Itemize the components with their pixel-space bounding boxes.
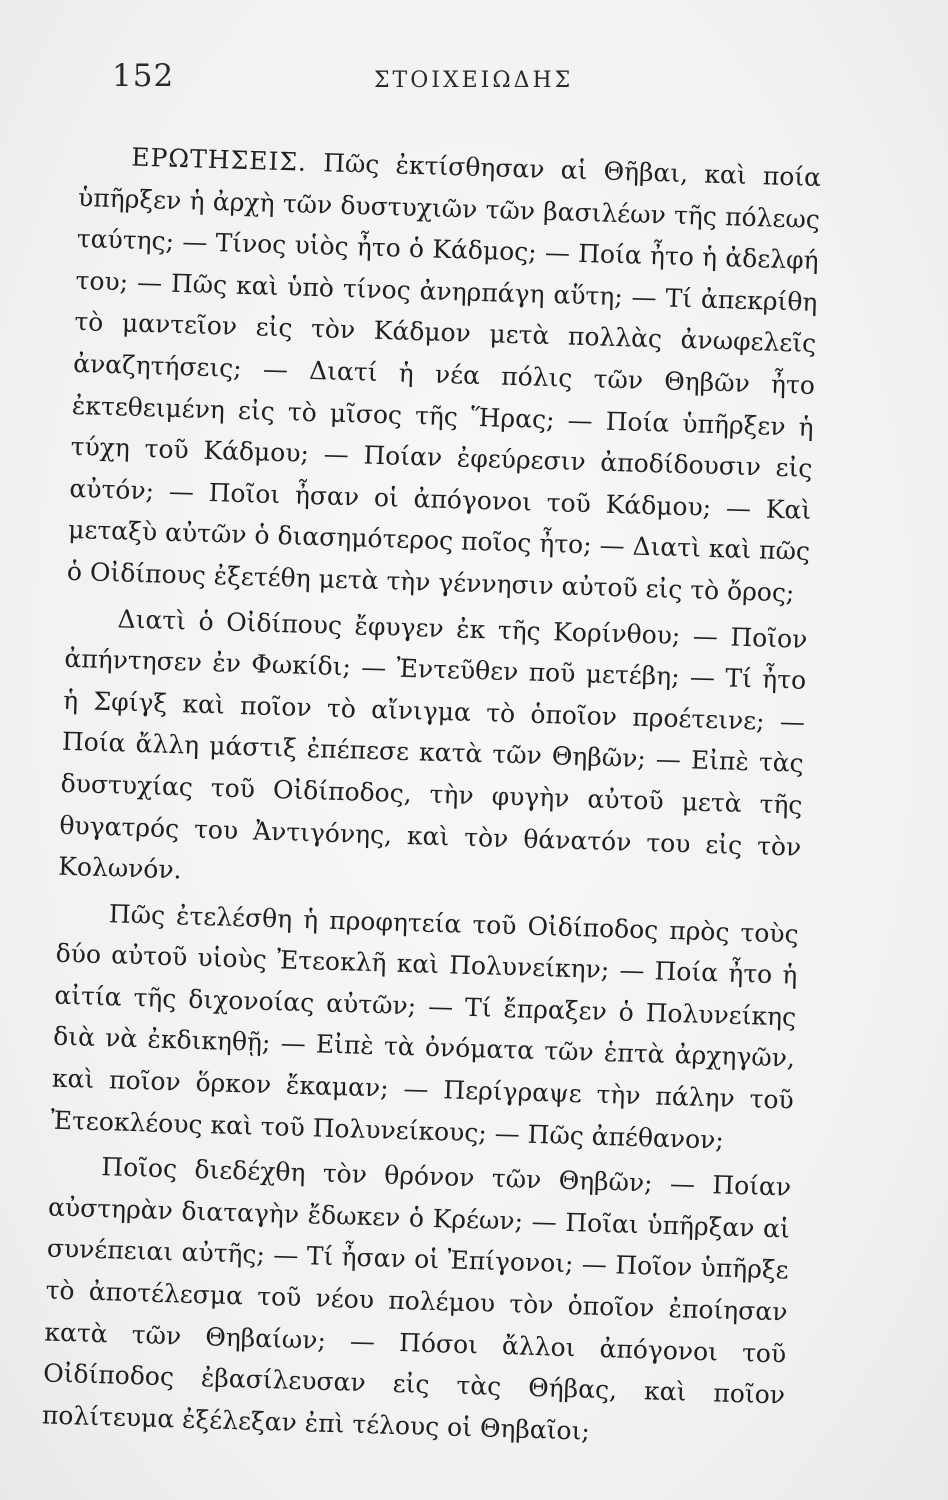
body-text — [41, 135, 821, 1458]
question-paragraph-4 — [41, 1145, 791, 1458]
question-paragraph-1 — [66, 135, 821, 614]
page-header — [112, 58, 832, 102]
running-head: ΣΤΟΙΧΕΙΩΔΗΣ — [374, 68, 574, 93]
question-paragraph-2 — [58, 596, 808, 909]
section-heading: ΕΡΩΤΗΣΕΙΣ. — [130, 142, 308, 177]
page-number: 152 — [112, 58, 175, 94]
paragraph-text: Ποῖος διεδέχθη τὸν θρόνον τῶν Θηβῶν; — Ποίαν αὐστηρὰν διαταγὴν ἔδωκεν ὁ Κρέων; — Ποῖαι ὑπῆρξαν αἱ συνέπειαι αὐτῆς; — Τί ἦσαν οἱ Ἐπίγονοι; — Ποῖον ὑπῆρξε τὸ ἀποτέλεσμα τοῦ νέου πολέμου τὸν ὁποῖον ἐποίησαν κατὰ τῶν Θηβαίων; — Πόσοι ἄλλοι ἀπόγονοι τοῦ Οἰδίποδος ἐβασίλευσαν εἰς τὰς Θήβας, καὶ ποῖον πολίτευμα ἐξέλεξαν ἐπὶ τέλους οἱ Θηβαῖοι; — [41, 1152, 792, 1446]
paragraph-text: Πῶς ἐτελέσθη ἡ προφητεία τοῦ Οἰδίποδος πρὸς τοὺς δύο αὐτοῦ υἱοὺς Ἐτεοκλῆ καὶ Πολυνείκην; — Ποία ἦτο ἡ αἰτία τῆς διχονοίας αὐτῶν; — Τί ἔπραξεν ὁ Πολυνείκης διὰ νὰ ἐκδικηθῇ; — Εἰπὲ τὰ ὀνόματα τῶν ἑπτὰ ἀρχηγῶν, καὶ ποῖον ὅρκον ἔκαμαν; — Περίγραψε τὴν πάλην τοῦ Ἐτεοκλέους καὶ τοῦ Πολυνείκους; — Πῶς ἀπέθανον; — [50, 898, 800, 1155]
question-paragraph-3 — [50, 891, 799, 1162]
paragraph-text: Διατὶ ὁ Οἰδίπους ἔφυγεν ἐκ τῆς Κορίνθου; — Ποῖον ἀπήντησεν ἐν Φωκίδι; — Ἐντεῦθεν ποῦ μετέβη; — Τί ἦτο ἡ Σφίγξ καὶ ποῖον τὸ αἴνιγμα τὸ ὁποῖον προέτεινε; — Ποία ἄλλη μάστιξ ἐπέπεσε κατὰ τῶν Θηβῶν; — Εἰπὲ τὰς δυστυχίας τοῦ Οἰδίποδος, τὴν φυγὴν αὐτοῦ μετὰ τῆς θυγατρός του Ἀντιγόνης, καὶ τὸν θάνατόν του εἰς τὸν Κολωνόν. — [57, 603, 808, 885]
paragraph-text: Πῶς ἐκτίσθησαν αἱ Θῆβαι, καὶ ποία ὑπῆρξεν ἡ ἀρχὴ τῶν δυστυχιῶν τῶν βασιλέων τῆς πόλεως ταύτης; — Τίνος υἱὸς ἦτο ὁ Κάδμος; — Ποία ἦτο ἡ ἀδελφή του; — Πῶς καὶ ὑπὸ τίνος ἀνηρπάγη αὕτη; — Τί ἀπεκρίθη τὸ μαντεῖον εἰς τὸν Κάδμον μετὰ πολλὰς ἀνωφελεῖς ἀναζητήσεις; — Διατί ἡ νέα πόλις τῶν Θηβῶν ἦτο ἐκτεθειμένη εἰς τὸ μῖσος τῆς Ἥρας; — Ποία ὑπῆρξεν ἡ τύχη τοῦ Κάδμου; — Ποίαν ἐφεύρεσιν ἀποδίδουσιν εἰς αὐτόν; — Ποῖοι ἦσαν οἱ ἀπόγονοι τοῦ Κάδμου; — Καὶ μεταξὺ αὐτῶν ὁ διασημότερος ποῖος ἦτο; — Διατὶ καὶ πῶς ὁ Οἰδίπους ἐξετέθη μετὰ τὴν γέννησιν αὐτοῦ εἰς τὸ ὄρος; — [66, 147, 822, 608]
